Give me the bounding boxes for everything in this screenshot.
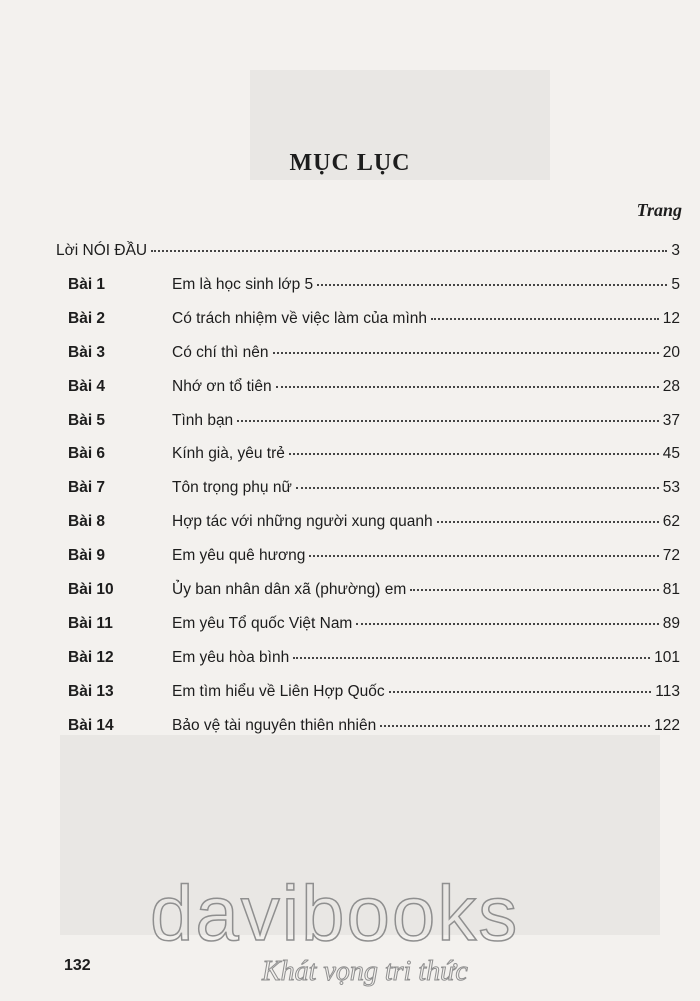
- dot-leader: [309, 555, 658, 557]
- toc-page-number: 122: [654, 716, 680, 734]
- toc-page-number: 45: [662, 445, 680, 463]
- toc-lesson-number: Bài 7: [68, 479, 106, 497]
- toc-page-number: 3: [671, 242, 680, 259]
- toc-lesson-number: Bài 14: [68, 716, 114, 734]
- toc-row: [0, 270, 700, 300]
- toc-entry-title: Có trách nhiệm về việc làm của mình: [172, 309, 427, 327]
- toc-entry: [172, 581, 680, 599]
- toc-page-number: 81: [662, 581, 680, 598]
- toc-page-number: 53: [662, 479, 680, 497]
- toc-row: [0, 304, 700, 334]
- toc-row: [0, 575, 700, 605]
- toc-entry: [172, 412, 680, 430]
- toc-page-number: 28: [662, 377, 680, 395]
- toc-page-number: 5: [671, 275, 680, 293]
- toc-lesson-number: Bài 10: [68, 581, 114, 598]
- dot-leader: [289, 453, 659, 455]
- toc-entry: [172, 513, 680, 531]
- page-title: MỤC LỤC: [289, 150, 411, 176]
- toc-row: [0, 643, 700, 673]
- toc-entry: [172, 276, 680, 294]
- page-column-label: Trang: [636, 200, 682, 220]
- toc-lesson-number: Bài 11: [68, 614, 113, 632]
- toc-entry-title: Lời NÓI ĐẦU: [56, 242, 148, 259]
- toc-entry: [172, 344, 680, 362]
- dot-leader: [296, 487, 659, 489]
- dot-leader: [237, 420, 659, 422]
- toc-row: [0, 439, 700, 469]
- toc-row: [0, 609, 700, 639]
- toc-entry: [172, 649, 680, 667]
- dot-leader: [276, 386, 659, 388]
- toc-lesson-number: Bài 3: [68, 343, 106, 361]
- toc-page-number: 101: [654, 648, 680, 666]
- toc-row: [0, 236, 700, 266]
- toc-entry: [172, 445, 680, 463]
- toc-entry: [56, 242, 680, 260]
- toc-row: [0, 541, 700, 571]
- toc-entry-title: Tình bạn: [172, 411, 234, 429]
- toc-lesson-number: Bài 12: [68, 648, 114, 666]
- toc-page-number: 62: [662, 513, 680, 531]
- watermark-logo: [150, 868, 590, 998]
- dot-leader: [293, 657, 650, 659]
- toc-page-number: 37: [662, 411, 680, 429]
- toc-row: [0, 473, 700, 503]
- dot-leader: [437, 521, 659, 523]
- toc-lesson-number: Bài 4: [68, 377, 106, 395]
- toc-entry-title: Bảo vệ tài nguyên thiên nhiên: [172, 716, 377, 734]
- toc-entry-title: Có chí thì nên: [172, 343, 269, 361]
- toc-row: [0, 507, 700, 537]
- dot-leader: [410, 589, 659, 591]
- toc-entry: [172, 378, 680, 396]
- toc-entry-title: Hợp tác với những người xung quanh: [172, 513, 433, 531]
- toc-entry-title: Tôn trọng phụ nữ: [172, 479, 292, 497]
- toc-lesson-number: Bài 9: [68, 547, 106, 565]
- toc-entry-title: Kính già, yêu trẻ: [172, 445, 285, 463]
- toc-entry-title: Em yêu Tổ quốc Việt Nam: [172, 614, 353, 632]
- toc-entry-title: Em tìm hiểu về Liên Hợp Quốc: [172, 682, 385, 700]
- dot-leader: [431, 318, 659, 320]
- toc-entry: [172, 479, 680, 497]
- dot-leader: [317, 284, 667, 286]
- toc-lesson-number: Bài 6: [68, 445, 106, 463]
- toc-lesson-number: Bài 5: [68, 411, 106, 429]
- toc-entry: [172, 683, 680, 701]
- dot-leader: [273, 352, 659, 354]
- toc-entry: [172, 615, 680, 633]
- toc-entry-title: Em yêu hòa bình: [172, 648, 290, 666]
- dot-leader: [151, 250, 667, 252]
- toc-entry-title: Ủy ban nhân dân xã (phường) em: [172, 581, 407, 598]
- toc-lesson-number: Bài 8: [68, 513, 106, 531]
- dot-leader: [380, 725, 650, 727]
- toc-page-number: 89: [662, 614, 680, 632]
- toc-entry-title: Nhớ ơn tổ tiên: [172, 377, 272, 395]
- dot-leader: [356, 623, 658, 625]
- toc-entry-title: Em yêu quê hương: [172, 547, 306, 565]
- toc-lesson-number: Bài 2: [68, 309, 106, 327]
- toc-row: [0, 406, 700, 436]
- watermark-brand: davibooks: [150, 869, 520, 957]
- toc-page-number: 12: [662, 309, 680, 327]
- toc-lesson-number: Bài 13: [68, 682, 114, 700]
- page-number: 132: [64, 957, 91, 974]
- toc-entry: [172, 717, 680, 735]
- toc-page-number: 20: [662, 343, 680, 361]
- toc-page-number: 113: [655, 682, 680, 700]
- dot-leader: [389, 691, 652, 693]
- toc-row: [0, 677, 700, 707]
- toc-entry-title: Em là học sinh lớp 5: [172, 275, 314, 293]
- toc-entry: [172, 310, 680, 328]
- toc-lesson-number: Bài 1: [68, 275, 106, 293]
- toc-row: [0, 711, 700, 741]
- toc-page-number: 72: [662, 547, 680, 565]
- watermark-tagline: Khát vọng tri thức: [262, 956, 468, 987]
- toc-entry: [172, 547, 680, 565]
- toc-row: [0, 338, 700, 368]
- toc-row: [0, 372, 700, 402]
